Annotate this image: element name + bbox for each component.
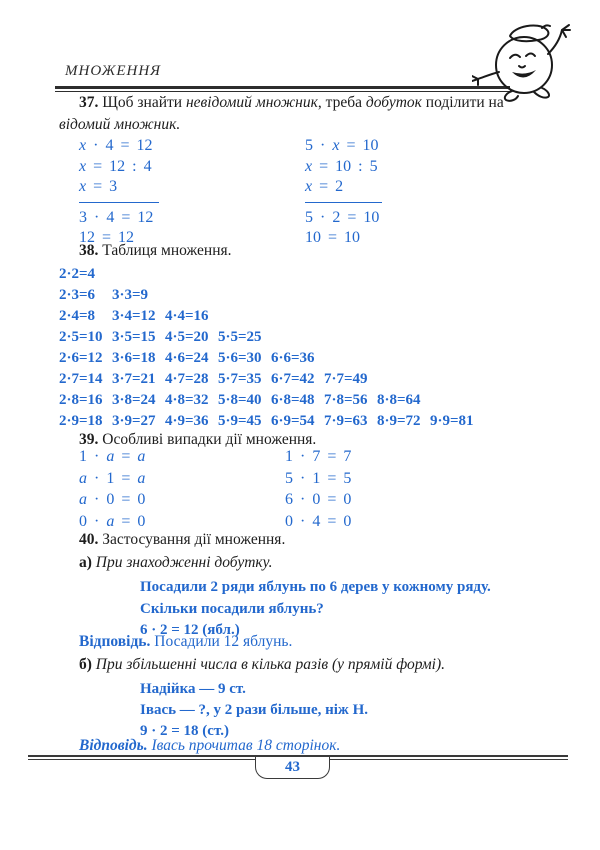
- mascot-left-hand: [472, 76, 478, 85]
- equation-line: 10 = 10: [305, 229, 361, 246]
- mult-fact: 2·3=6: [59, 287, 96, 303]
- mult-table-row: [59, 285, 483, 306]
- mult-fact: 5·8=40: [218, 392, 262, 408]
- equation-line: 5 · 2 = 10: [305, 208, 380, 226]
- equation-line: x = 2: [305, 178, 344, 195]
- section-40b-case-heading: [79, 656, 445, 674]
- mult-fact: 5·6=30: [218, 350, 262, 366]
- problem-b-solution: 9 · 2 = 18 (ст.): [140, 723, 229, 739]
- mult-fact: 4·8=32: [165, 392, 209, 408]
- section-38-number: 38.: [79, 242, 99, 259]
- equation-line: 5 · x = 10: [305, 137, 379, 154]
- mult-fact: 5·5=25: [218, 329, 262, 345]
- mult-fact: 2·5=10: [59, 329, 103, 345]
- section-39-number: 39.: [79, 431, 99, 448]
- mascot-waving-hand: [562, 25, 570, 37]
- mult-fact: 8·8=64: [377, 392, 421, 408]
- equation-line: a · 1 = a: [79, 469, 146, 487]
- mult-fact: 6·6=36: [271, 350, 315, 366]
- section-37-term-product: добуток: [365, 94, 422, 111]
- mascot-body: [496, 37, 552, 93]
- equation-line: 6 · 0 = 0: [285, 491, 352, 508]
- multiplication-table: [59, 264, 483, 432]
- section-38-title: Таблиця множення.: [98, 242, 232, 259]
- section-40-heading: [79, 531, 285, 549]
- section-40-number: 40.: [79, 531, 99, 548]
- mult-fact: 9·9=81: [430, 413, 474, 429]
- equation-line: 12 = 12: [79, 229, 135, 246]
- answer-b-label: Відповідь.: [79, 737, 148, 754]
- mascot-mouth: [512, 70, 536, 78]
- answer-a-label: Відповідь.: [79, 633, 151, 650]
- equation-line: x = 10 : 5: [305, 157, 378, 175]
- problem-b-line: Івась — ?, у 2 рази більше, ніж Н.: [140, 702, 368, 718]
- mult-fact: 7·7=49: [324, 371, 368, 387]
- section-40a-case-heading: [79, 554, 272, 572]
- answer-a-text: Посадили 12 яблунь.: [150, 633, 293, 650]
- mult-table-row: [59, 348, 483, 369]
- mult-fact: 7·9=63: [324, 413, 368, 429]
- page-number-tab: [255, 757, 330, 779]
- problem-b-line: Надійка — 9 ст.: [140, 681, 246, 697]
- mult-fact: 4·4=16: [165, 308, 209, 324]
- mult-fact: 2·6=12: [59, 350, 103, 366]
- section-37-text-2: , треба: [317, 94, 366, 111]
- mult-table-row: [59, 327, 483, 348]
- equation-line: 5 · 1 = 5: [285, 469, 352, 487]
- section-37-number: 37.: [79, 94, 99, 111]
- mult-fact: 5·7=35: [218, 371, 262, 387]
- equation-line: 1 · a = a: [79, 448, 146, 465]
- mascot-left-arm: [478, 72, 499, 79]
- mult-fact: 3·6=18: [112, 350, 156, 366]
- equation-line: a · 0 = 0: [79, 491, 146, 508]
- mult-fact: 3·4=12: [112, 308, 156, 324]
- mult-fact: 3·3=9: [112, 287, 149, 303]
- problem-a-line: Скільки посадили яблунь?: [140, 600, 324, 617]
- mult-fact: 3·5=15: [112, 329, 156, 345]
- problem-a-solution: 6 · 2 = 12 (ябл.): [140, 622, 240, 638]
- section-37-text-1: Щоб знайти: [98, 94, 186, 111]
- section-37-term-known-factor: відомий множник.: [59, 115, 181, 133]
- mult-fact: 2·9=18: [59, 413, 103, 429]
- problem-b-statement: [140, 679, 368, 742]
- case-b-label: б): [79, 656, 96, 673]
- mascot-raised-arm: [548, 30, 562, 54]
- equation-line: 1 · 7 = 7: [285, 448, 352, 465]
- section-37-equations-left: [79, 136, 159, 249]
- section-37-equations-right: [305, 136, 382, 249]
- solution-check-divider: [79, 202, 159, 203]
- mult-fact: 4·6=24: [165, 350, 209, 366]
- equation-line: 0 · a = 0: [79, 512, 146, 530]
- mult-table-row: [59, 369, 483, 390]
- mult-fact: 6·9=54: [271, 413, 315, 429]
- equation-line: x = 3: [79, 178, 118, 195]
- header-rule-thick: [55, 86, 510, 89]
- mult-fact: 4·7=28: [165, 371, 209, 387]
- problem-a-statement: [140, 577, 491, 642]
- section-37-text-3: поділити на: [421, 94, 504, 111]
- problem-b-answer: [79, 737, 340, 755]
- mult-table-row: [59, 411, 483, 432]
- mascot-ball-character-illustration: [472, 20, 578, 106]
- mult-fact: 3·7=21: [112, 371, 156, 387]
- mult-table-row: [59, 306, 483, 327]
- mult-fact: 3·9=27: [112, 413, 156, 429]
- mult-fact: 7·8=56: [324, 392, 368, 408]
- equation-line: x = 12 : 4: [79, 157, 152, 175]
- mult-fact: 3·8=24: [112, 392, 156, 408]
- equation-line: 0 · 4 = 0: [285, 512, 352, 530]
- section-39-title: Особливі випадки дії множення.: [98, 431, 317, 448]
- mascot-nose: [519, 66, 525, 68]
- mult-table-row: [59, 390, 483, 411]
- mult-fact: 8·9=72: [377, 413, 421, 429]
- mult-fact: 2·7=14: [59, 371, 103, 387]
- mult-fact: 4·5=20: [165, 329, 209, 345]
- mult-fact: 4·9=36: [165, 413, 209, 429]
- case-b-title: При збільшенні числа в кілька разів (у прямій формі).: [95, 656, 445, 673]
- mult-fact: 2·8=16: [59, 392, 103, 408]
- section-39-equations-right: [285, 446, 351, 532]
- page-number: 43: [285, 759, 300, 775]
- section-39-equations-left: [79, 446, 145, 532]
- mascot-beret-stem: [542, 25, 550, 28]
- solution-check-divider: [305, 202, 382, 203]
- case-a-label: а): [79, 554, 96, 571]
- problem-a-line: Посадили 2 ряди яблунь по 6 дерев у кожному ряду.: [140, 579, 491, 595]
- answer-b-text: Івась прочитав 18 сторінок.: [147, 737, 341, 754]
- equation-line: 3 · 4 = 12: [79, 208, 154, 226]
- mascot-right-eye: [526, 54, 535, 57]
- section-37-term-unknown-factor: невідомий множник: [185, 94, 318, 111]
- problem-a-answer: [79, 633, 292, 651]
- mult-fact: 6·7=42: [271, 371, 315, 387]
- mult-fact: 5·9=45: [218, 413, 262, 429]
- equation-line: x · 4 = 12: [79, 137, 153, 154]
- mult-fact: 2·4=8: [59, 308, 96, 324]
- mult-fact: 2·2=4: [59, 266, 96, 282]
- section-40-title: Застосування дії множення.: [98, 531, 286, 548]
- case-a-title: При знаходженні добутку.: [95, 554, 273, 571]
- mult-table-row: [59, 264, 483, 285]
- section-38-heading: [79, 242, 232, 260]
- page-header-title: МНОЖЕННЯ: [65, 63, 162, 79]
- mascot-left-eye: [510, 55, 520, 58]
- mult-fact: 6·8=48: [271, 392, 315, 408]
